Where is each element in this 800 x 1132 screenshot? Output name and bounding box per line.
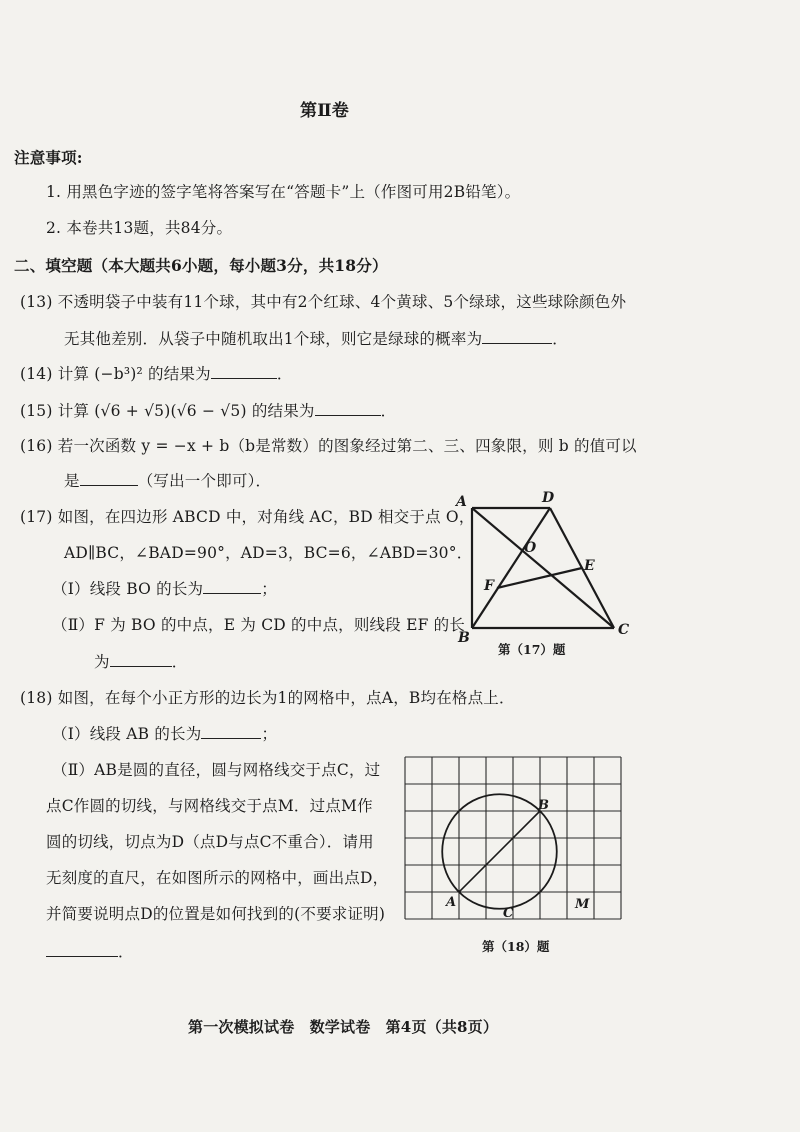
q18-figure [404, 756, 628, 934]
q18-part1-end: ； [261, 725, 278, 743]
q13-end: ． [552, 330, 568, 348]
q18-part2-blank[interactable] [46, 942, 118, 957]
q14-end: ． [276, 365, 293, 383]
q17-label-C: C [618, 622, 630, 638]
q17-line2: AD∥BC，∠BAD=90°，AD=3，BC=6，∠ABD=30°． [64, 544, 473, 562]
q18-part2-line5: 并简要说明点D的位置是如何找到的(不要求证明) [46, 905, 386, 923]
q17-part2-end: ． [171, 653, 188, 671]
q16-line1: (16) 若一次函数 y = −x + b（b是常数）的图象经过第二、三、四象限，则 b 的值可以 [20, 437, 637, 455]
q17-part1 [52, 577, 277, 599]
q17-part1-blank[interactable] [203, 579, 261, 594]
page-footer: 第一次模拟试卷 数学试卷 第4页（共8页） [188, 1018, 499, 1036]
q17-part2-blank[interactable] [110, 652, 172, 667]
q18-part2-line4: 无刻度的直尺，在如图所示的网格中，画出点D， [46, 869, 389, 887]
q17-part2: （Ⅱ）F 为 BO 的中点，E 为 CD 的中点，则线段 EF 的长 [52, 616, 466, 634]
q16-answer-blank[interactable] [80, 471, 138, 486]
q17-line1: (17) 如图，在四边形 ABCD 中，对角线 AC，BD 相交于点 O， [20, 508, 475, 526]
q16-text-a: 是 [64, 472, 80, 490]
q13-line2 [64, 327, 568, 349]
q13-text: 无其他差别．从袋子中随机取出1个球，则它是绿球的概率为 [64, 330, 483, 348]
notes-heading: 注意事项: [14, 148, 83, 167]
q15-end: ． [380, 402, 397, 420]
q18-answer-line [46, 940, 134, 962]
q18-part1-text: （Ⅰ）线段 AB 的长为 [52, 725, 202, 743]
q17-label-D: D [542, 490, 555, 506]
q15 [20, 399, 396, 421]
q18-part2-line2: 点C作圆的切线，与网格线交于点M．过点M作 [46, 797, 373, 815]
q14-text: (14) 计算 (−b³)² 的结果为 [20, 365, 211, 383]
q14-answer-blank[interactable] [211, 364, 277, 379]
q18-line1: (18) 如图，在每个小正方形的边长为1的网格中，点A，B均在格点上． [20, 689, 515, 707]
q17-part1-end: ； [261, 580, 277, 598]
q18-diameter-AB [459, 811, 540, 892]
q18-part2-line1: （Ⅱ）AB是圆的直径，圆与网格线交于点C，过 [52, 761, 381, 779]
q18-label-M: M [575, 897, 590, 912]
q17-figure [452, 486, 642, 648]
q17-part2b [94, 650, 187, 672]
q13-line1: (13) 不透明袋子中装有11个球，其中有2个红球、4个黄球、5个绿球，这些球除颜色外 [20, 293, 627, 311]
page-title: 第Ⅱ卷 [300, 101, 349, 121]
q15-text: (15) 计算 (√6 + √5)(√6 − √5) 的结果为 [20, 402, 315, 420]
q18-part2-line3: 圆的切线，切点为D（点D与点C不重合）．请用 [46, 833, 374, 851]
q17-label-F: F [484, 578, 494, 594]
q18-label-C: C [503, 906, 514, 921]
q17-label-O: O [524, 540, 537, 556]
q17-label-E: E [584, 558, 595, 574]
note-item-2: 2. 本卷共13题，共84分。 [46, 219, 233, 237]
q17-part2b-text: 为 [94, 653, 110, 671]
q13-answer-blank[interactable] [482, 329, 552, 344]
q18-part1 [52, 722, 277, 744]
note-item-1: 1. 用黑色字迹的签字笔将答案写在“答题卡”上（作图可用2B铅笔）。 [46, 183, 521, 201]
q15-answer-blank[interactable] [315, 401, 381, 416]
section-heading: 二、填空题（本大题共6小题，每小题3分，共18分） [14, 256, 388, 275]
q17-part1-text: （Ⅰ）线段 BO 的长为 [52, 580, 204, 598]
q18-part1-blank[interactable] [201, 724, 261, 739]
q17-label-A: A [456, 494, 467, 510]
q18-end: ． [118, 943, 134, 961]
q17-caption: 第（17）题 [498, 642, 566, 657]
q14 [20, 362, 293, 384]
q16-text-b: （写出一个即可）． [137, 472, 272, 490]
q17-label-B: B [458, 630, 470, 646]
diagonal-BD [472, 508, 550, 628]
q18-label-A: A [446, 895, 457, 910]
q16-line2 [64, 469, 271, 491]
q18-caption: 第（18）题 [482, 939, 550, 954]
q18-label-B: B [538, 798, 549, 813]
